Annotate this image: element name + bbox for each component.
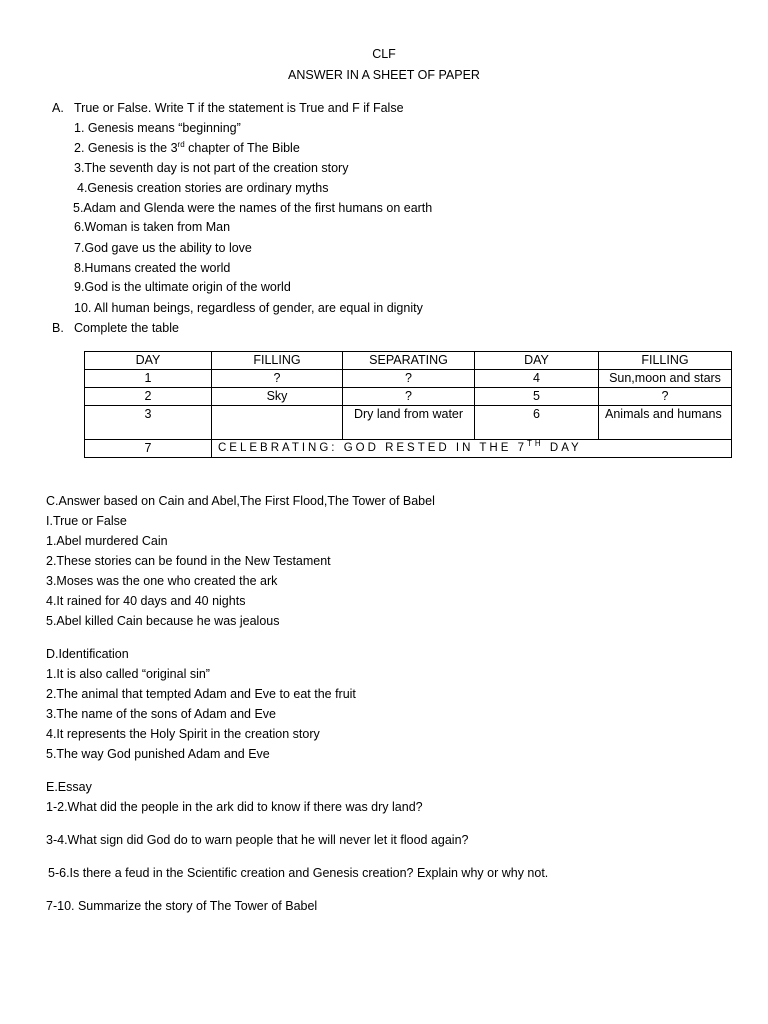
section-c-item: 4.It rained for 40 days and 40 nights — [46, 594, 246, 608]
section-a-item: 1. Genesis means “beginning” — [74, 121, 241, 135]
section-a-instruction: True or False. Write T if the statement is True and F if False — [74, 101, 404, 115]
section-b-label: B. — [52, 321, 64, 335]
table-cell — [212, 406, 343, 440]
essay-question: 5-6.Is there a feud in the Scientific creation and Genesis creation? Explain why or why not. — [48, 866, 549, 880]
table-row — [85, 440, 732, 458]
header-cell: DAY — [475, 352, 599, 370]
section-e-title: E.Essay — [46, 780, 92, 794]
section-d-title: D.Identification — [46, 647, 129, 661]
section-c-item: 3.Moses was the one who created the ark — [46, 574, 278, 588]
section-d-item: 2.The animal that tempted Adam and Eve to eat the fruit — [46, 687, 356, 701]
section-a-item: 8.Humans created the world — [74, 261, 231, 275]
item-text: 2. Genesis is the 3 — [74, 141, 178, 155]
celebrating-cell — [212, 440, 732, 458]
table-cell: ? — [212, 370, 343, 388]
essay-question: 3-4.What sign did God do to warn people that he will never let it flood again? — [46, 833, 469, 847]
table-cell: ? — [343, 370, 475, 388]
creation-days-table — [84, 351, 732, 458]
document-title: CLF — [372, 47, 396, 61]
section-a-item: 5.Adam and Glenda were the names of the first humans on earth — [73, 201, 433, 215]
essay-question: 7-10. Summarize the story of The Tower of Babel — [46, 899, 318, 913]
header-cell: FILLING — [212, 352, 343, 370]
section-c-item: 5.Abel killed Cain because he was jealous — [46, 614, 280, 628]
cell-text: CELEBRATING: GOD RESTED IN THE 7 — [218, 442, 528, 454]
document-subtitle: ANSWER IN A SHEET OF PAPER — [288, 68, 480, 82]
table-row — [85, 388, 732, 406]
section-a-item: 9.God is the ultimate origin of the world — [74, 280, 291, 294]
table-cell: 3 — [85, 406, 212, 440]
table-cell: 4 — [475, 370, 599, 388]
table-cell: ? — [343, 388, 475, 406]
section-c-item: 2.These stories can be found in the New Testament — [46, 554, 331, 568]
section-a-label: A. — [52, 101, 64, 115]
section-a-item: 4.Genesis creation stories are ordinary myths — [77, 181, 329, 195]
table-cell: 1 — [85, 370, 212, 388]
table-row — [85, 370, 732, 388]
header-cell: DAY — [85, 352, 212, 370]
item-text: chapter of The Bible — [184, 141, 300, 155]
section-d-item: 4.It represents the Holy Spirit in the creation story — [46, 727, 320, 741]
header-cell: SEPARATING — [343, 352, 475, 370]
section-c-title: C.Answer based on Cain and Abel,The First Flood,The Tower of Babel — [46, 494, 435, 508]
table-cell: Sky — [212, 388, 343, 406]
section-a-item: 3.The seventh day is not part of the creation story — [74, 161, 349, 175]
section-a-item: 10. All human beings, regardless of gender, are equal in dignity — [74, 301, 423, 315]
table-cell: ? — [599, 388, 732, 406]
section-d-item: 1.It is also called “original sin” — [46, 667, 210, 681]
section-c-item: 1.Abel murdered Cain — [46, 534, 168, 548]
cell-text: DAY — [543, 442, 582, 454]
section-d-item: 3.The name of the sons of Adam and Eve — [46, 707, 277, 721]
section-b-instruction: Complete the table — [74, 321, 179, 335]
table-cell: 7 — [85, 440, 212, 458]
section-a-item — [74, 140, 300, 156]
section-a-item: 6.Woman is taken from Man — [74, 220, 231, 234]
ordinal-suffix: TH — [527, 439, 544, 448]
essay-question: 1-2.What did the people in the ark did to know if there was dry land? — [46, 800, 423, 814]
section-c-subtitle: I.True or False — [46, 514, 127, 528]
table-cell: 2 — [85, 388, 212, 406]
section-a-item: 7.God gave us the ability to love — [74, 241, 252, 255]
table-cell: 5 — [475, 388, 599, 406]
table-cell: Sun,moon and stars — [599, 370, 732, 388]
table-row — [85, 406, 732, 440]
table-cell: Animals and humans — [599, 406, 732, 440]
section-d-item: 5.The way God punished Adam and Eve — [46, 747, 270, 761]
ordinal-suffix: rd — [177, 140, 185, 149]
table-cell: 6 — [475, 406, 599, 440]
table-header-row — [85, 352, 732, 370]
header-cell: FILLING — [599, 352, 732, 370]
table-cell: Dry land from water — [343, 406, 475, 440]
